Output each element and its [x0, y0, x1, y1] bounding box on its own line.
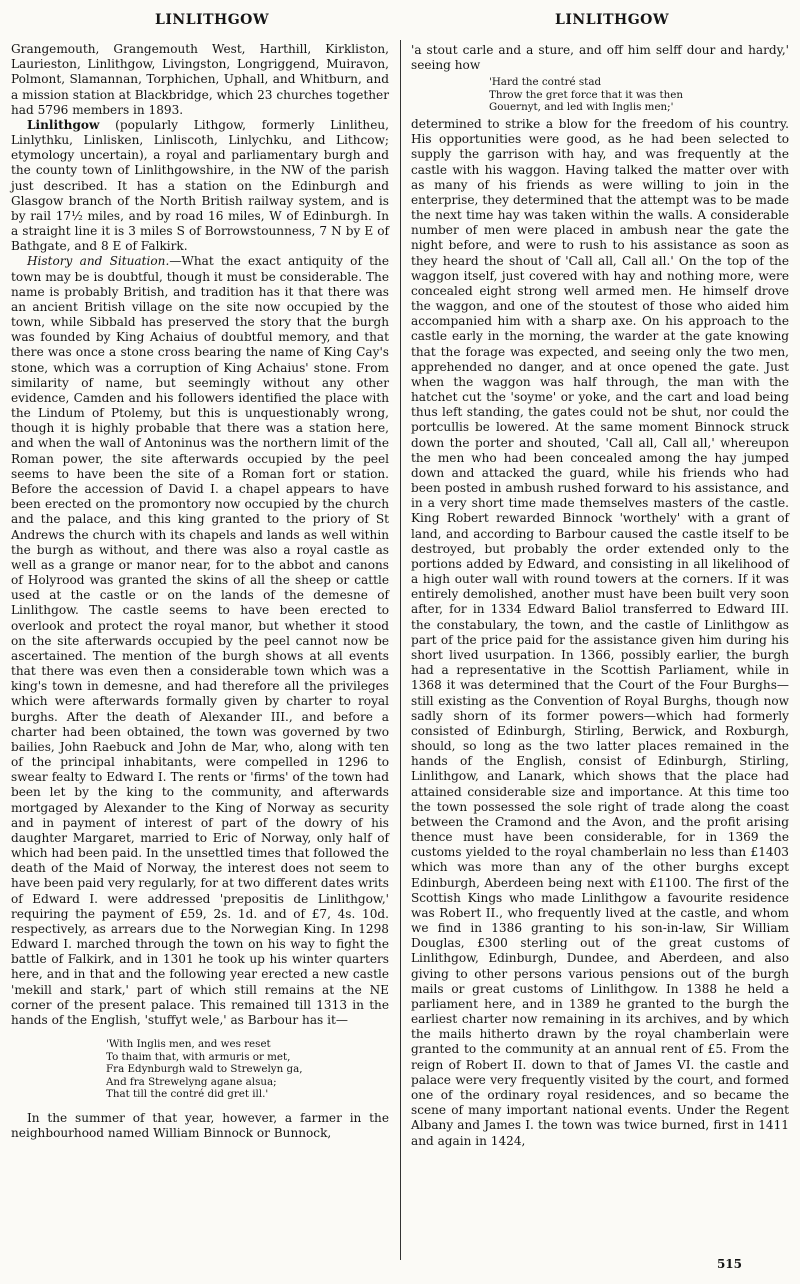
- verse-line: Gouernyt, and led with Inglis men;': [489, 101, 674, 114]
- section-heading: History and Situation.: [27, 254, 170, 269]
- verse-line: Fra Edynburgh wald to Strewelyn ga,: [106, 1063, 303, 1076]
- running-header-right: LINLITHGOW: [555, 12, 670, 28]
- column-divider: [400, 40, 401, 1260]
- paragraph-castle-capture: determined to strike a blow for the freedom of his country. His opportunities were good, as he had been selected to supply the garrison with hay, and was frequently at the castle with his waggon. Having talked the matter over with as many of his friends as were willing to join in the enterprise, they determined that the attempt was to be made the next time hay was taken within the walls. A considerable number of men were placed in ambush near the gate the night before, and were to rush to his assistance as soon as they heard the shout of 'Call all, Call all.' On the top of the waggon itself, just covered with hay and nothing more, were concealed eight strong well armed men. He himself drove the waggon, and one of the stoutest of those who aided him accompanied him with a sharp axe. On his approach to the castle early in the morning, the warder at the gate knowing that the forage was expected, and seeing only the two men, apprehended no danger, and at once opened the gate. Just when the waggon was half through, the man with the hatchet cut the 'soyme' or yoke, and the cart and load being thus left standing, the gates could not be shut, nor could the portcullis be lowered. At the same moment Binnock struck down the porter and shouted, 'Call all, Call all,' whereupon the men who had been concealed among the hay jumped down and attacked the guard, while his friends who had been posted in ambush rushed forward to his assistance, and in a very short time made themselves masters of the castle. King Robert rewarded Binnock 'worthely' with a grant of land, and according to Barbour caused the castle itself to be destroyed, but probably the order extended only to the portions added by Edward, and consisting in all likelihood of a high outer wall with round towers at the corners. If it was entirely demolished, another must have been built very soon after, for in 1334 Edward Baliol transferred to Edward III. the constabulary, the town, and the castle of Linlithgow as part of the price paid for the assistance given him during his short lived usurpation. In 1366, possibly earlier, the burgh had a representative in the Scottish Parliament, while in 1368 it was determined that the Court of the Four Burghs—still existing as the Convention of Royal Burghs, though now sadly shorn of its former powers—which had formerly consisted of Edinburgh, Stirling, Berwick, and Roxburgh, should, so long as the two latter places remained in the hands of the English, consist of Edinburgh, Stirling, Linlithgow, and Lanark, which shows that the place had attained considerable size and importance. At this time too the town possessed the sole right of trade along the coast between the Cramond and the Avon, and the profit arising thence must have been considerable, for in 1369 the customs yielded to the royal chamberlain no less than £1403 which was more than any of the other burghs except Edinburgh, Aberdeen being next with £1100. The first of the Scottish Kings who made Linlithgow a favourite residence was Robert II., who frequently lived at the castle, and whom we find in 1386 granting to his son-in-law, Sir William Douglas, £300 sterling out of the great customs of Linlithgow, Edinburgh, Dundee, and Aberdeen, and also giving to other persons various pensions out of the burgh mails or great customs of Linlithgow. In 1388 he held a parliament here, and in 1389 he granted to the burgh the earliest charter now remaining in its archives, and by which the mails hitherto drawn by the royal chamberlain were granted to the community at an annual rent of £5. From the reign of Robert II. down to that of James VI. the castle and palace were very frequently visited by the court, and formed one of the ordinary royal residences, and so became the scene of many important national events. Under the Regent Albany and James I. the town was twice burned, first in 1411 and again in 1424,: [411, 116, 789, 1148]
- right-column: [411, 43, 789, 1149]
- verse-line: 'Hard the contré stad: [489, 76, 602, 89]
- paragraph-text: —What the exact antiquity of the town may be is doubtful, though it must be considerable. The name is probably British, and tradition has it that there was an ancient British village on the site now occupied by the town, while Sibbald has preserved the story that the burgh was founded by King Achaius of doubtful memory, and that there was once a stone cross bearing the name of King Cay's stone, which was a corruption of King Achaius' stone. From similarity of name, but seemingly without any other evidence, Camden and his followers identified the place with the Lindum of Ptolemy, but this is unquestionably wrong, though it is highly probable that there was a station here, and when the wall of Antoninus was the northern limit of the Roman power, the site afterwards occupied by the peel seems to have been the site of a Roman fort or station. Before the accession of David I. a chapel appears to have been erected on the promontory now occupied by the church and the palace, and this king granted to the priory of St Andrews the church with its chapels and lands as well within the burgh as without, and there was also a royal castle as well as a grange or manor near, for to the abbot and canons of Holyrood was granted the skins of all the sheep or cattle used at the castle or on the lands of the demesne of Linlithgow. The castle seems to have been erected to overlook and protect the royal manor, but whether it stood on the site afterwards occupied by the peel cannot now be ascertained. The mention of the burgh shows at all events that there was even then a considerable town which was a king's town in demesne, and had therefore all the privileges which were afterwards formally given by charter to royal burghs. After the death of Alexander III., and before a charter had been obtained, the town was governed by two bailies, John Raebuck and John de Mar, who, along with ten of the principal inhabitants, were compelled in 1296 to swear fealty to Edward I. The rents or 'firms' of the town had been let by the king to the community, and afterwards mortgaged by Alexander to the King of Norway as security and in payment of interest of part of the dowry of his daughter Margaret, married to Eric of Norway, only half of which had been paid. In the unsettled times that followed the death of the Maid of Norway, the interest does not seem to have been paid very regularly, for at two different dates writs of Edward I. were addressed 'prepositis de Linlithgow,' requiring the payment of £59, 2s. 1d. and of £7, 4s. 10d. respectively, as arrears due to the Norwegian King. In 1298 Edward I. marched through the town on his way to fight the battle of Falkirk, and in 1301 he took up his winter quarters here, and in that and the following year erected a new castle 'mekill and stark,' part of which still remains at the NE corner of the present palace. This remained till 1313 in the hands of the English, 'stuffyt wele,' as Barbour has it—: [11, 254, 389, 1027]
- paragraph-text: (popularly Lithgow, formerly Linlitheu, Linlythku, Linlisken, Linliscoth, Linlychku, and Lithcow; etymology uncertain), a royal and parliamentary burgh and the county town of Linlithgowshire, in the NW of the parish just described. It has a station on the Edinburgh and Glasgow branch of the North British railway system, and is by rail 17½ miles, and by road 16 miles, W of Edinburgh. In a straight line it is 3 miles S of Borrowstounness, 7 N by E of Bathgate, and 8 E of Falkirk.: [11, 117, 389, 254]
- paragraph-parish-churches: Grangemouth, Grangemouth West, Harthill, Kirkliston, Laurieston, Linlithgow, Livingston, Longriggend, Muiravon, Polmont, Slamannan, Torphichen, Uphall, and Whitburn, and a mission station at Blackbridge, which 23 churches together had 5796 members in 1893.: [11, 42, 389, 117]
- paragraph-linlithgow-intro: [11, 118, 389, 255]
- paragraph-binnock-intro: In the summer of that year, however, a farmer in the neighbourhood named William Binnock or Bunnock,: [11, 1110, 389, 1141]
- paragraph-continuation: 'a stout carle and a sture, and off him selff dour and hardy,' seeing how: [411, 43, 789, 73]
- page-number: 515: [716, 1257, 742, 1271]
- verse-line: To thaim that, with armuris or met,: [106, 1050, 291, 1063]
- running-header-left: LINLITHGOW: [155, 12, 270, 28]
- paragraph-history: [11, 254, 389, 1028]
- verse-quotation-contre: [489, 76, 789, 114]
- verse-line: 'With Inglis men, and wes reset: [106, 1038, 271, 1051]
- verse-line: That till the contré did gret ill.': [106, 1088, 269, 1101]
- left-column: [11, 42, 389, 1141]
- verse-quotation-barbour: [106, 1038, 389, 1101]
- entry-headword: Linlithgow: [27, 117, 100, 132]
- verse-line: Throw the gret force that it was then: [489, 88, 683, 101]
- verse-line: And fra Strewelyng agane alsua;: [106, 1075, 277, 1088]
